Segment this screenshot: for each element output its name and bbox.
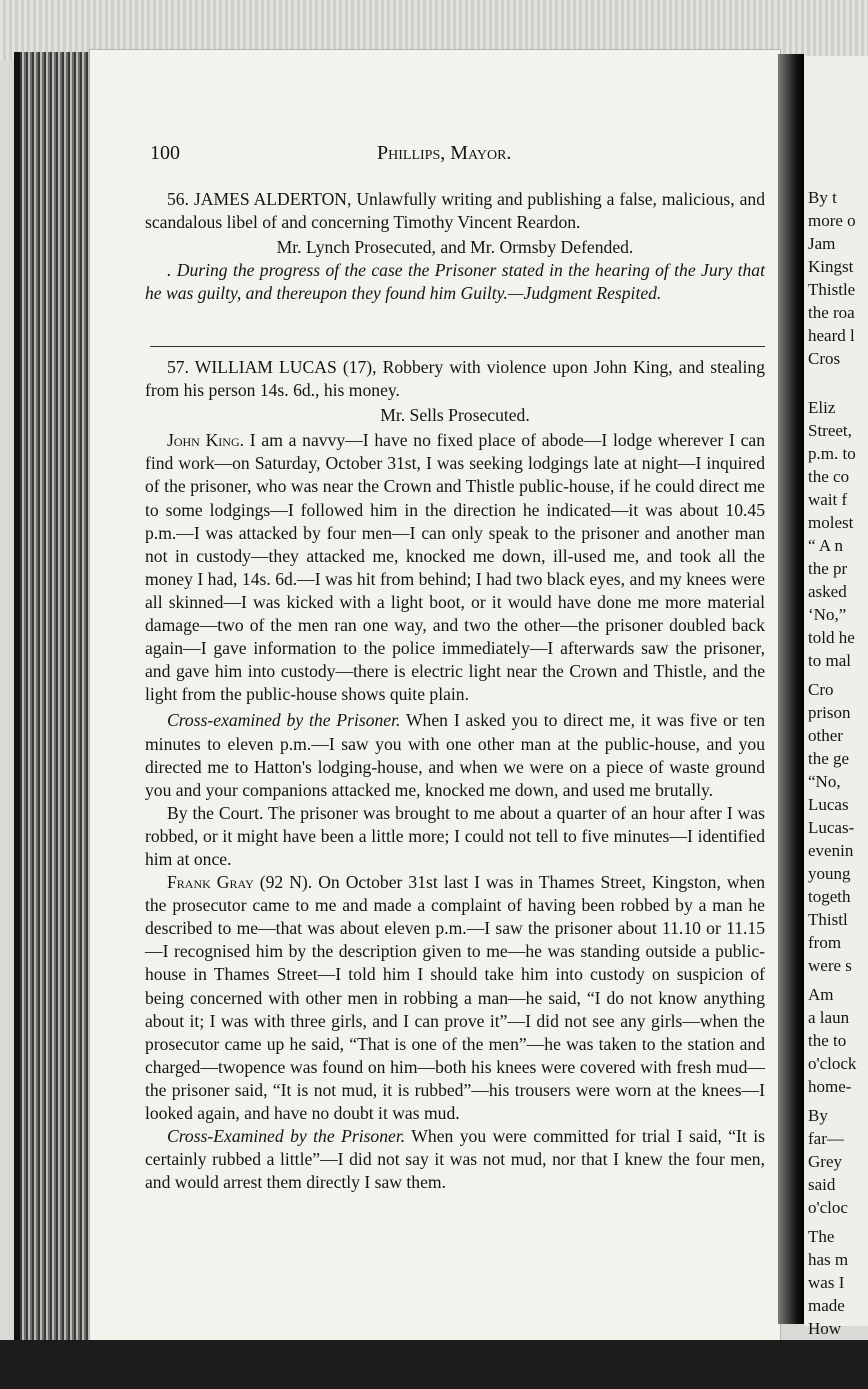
cross-label: Cross-examined by the Prisoner. bbox=[167, 710, 401, 731]
facing-page-fragment: p.m. to bbox=[808, 444, 856, 463]
facing-page-fragment: home- bbox=[808, 1077, 852, 1096]
facing-page-fragment: young bbox=[808, 864, 851, 883]
facing-page-fragment: o'cloc bbox=[808, 1198, 848, 1217]
facing-page-fragment: ‘No,” bbox=[808, 605, 847, 624]
facing-page-fragment: The bbox=[808, 1227, 835, 1246]
facing-page-fragment: Cros bbox=[808, 349, 841, 368]
cross-label: Cross-Examined by the Prisoner. bbox=[167, 1126, 406, 1147]
facing-page-fragment: asked bbox=[808, 582, 847, 601]
case-56 bbox=[145, 188, 765, 305]
testimony: On October 31st last I was in Thames Street, Kingston, when the prosecutor came to me and made a complaint of having been robbed by a man he described to me—that was about eleven p.m.—I saw the prisoner about 11.10 or 11.15—I recognised him by the description given to me—he was standing outside a public-house in Thames Street—I told him I should take him into custody on suspicion of being concerned with other men in robbing a man—he said, “I do not know anything about it; I was with three girls, and I can prove it”—I did not see any girls—when the prosecutor came up he said, “That is one of the men”—he was taken to the station and charged—twopence was found on him—both his knees were covered with fresh mud—the prisoner said, “It is not mud, it is rubbed”—his trousers were worn at the knees—I looked again, and have no doubt it was mud. bbox=[145, 872, 765, 1123]
facing-page-fragment: from bbox=[808, 933, 842, 952]
facing-page-fragment: Thistle bbox=[808, 280, 856, 299]
running-head bbox=[145, 142, 765, 170]
testimony: When you were committed for trial I said, “It is certainly rubbed a little”—I did not say it was not mud, nor that I knew the four men, and would arrest them directly I saw them. bbox=[145, 1126, 765, 1193]
facing-page-fragment: “No, bbox=[808, 772, 841, 791]
facing-page-fragment: the co bbox=[808, 467, 850, 486]
facing-page-fragment: Cro bbox=[808, 680, 834, 699]
facing-page-fragment: togeth bbox=[808, 887, 851, 906]
facing-page-fragment: made bbox=[808, 1296, 845, 1315]
facing-page-fragment: Kingst bbox=[808, 257, 854, 276]
case-57-counsel: Mr. Sells Prosecuted. bbox=[380, 405, 530, 426]
facing-page-fragment: has m bbox=[808, 1250, 849, 1269]
witness-frank-gray bbox=[145, 871, 765, 1125]
facing-page-fragment: Grey bbox=[808, 1152, 842, 1171]
testimony: I am a navvy—I have no fixed place of abode—I lodge wherever I can find work—on Saturday, October 31st, I was seeking lodgings late at night—I inquired of the prisoner, who was near the Crown and Thistle public-house, if he could direct me to some lodgings—I followed him in the direction he indicated—it was about 10.45 p.m.—I was attacked by four men—I can only speak to the prisoner and another man not in custody—they attacked me, knocked me down, ill-used me, and took all the money I had, 14s. 6d.—I was hit from behind; I had two black eyes, and my knees were all skinned—I was kicked with a light boot, or it would have done me more material damage—two of the men ran one way, and two the other—the prisoner doubled back again—I gave information to the police immediately—I afterwards saw the prisoner, and gave him into custody—there is electric light near the Crown and Thistle, and the light from the public-house shows quite plain. bbox=[145, 430, 766, 705]
facing-page-fragment: to mal bbox=[808, 651, 851, 670]
by-the-court bbox=[145, 802, 765, 871]
facing-page-fragment: How bbox=[808, 1319, 842, 1338]
facing-page-fragment: o'clock bbox=[808, 1054, 857, 1073]
facing-page-fragment: far— bbox=[808, 1129, 844, 1148]
facing-page-fragment: Eliz bbox=[808, 398, 836, 417]
page-number: 100 bbox=[150, 142, 180, 164]
facing-page-fragment: the to bbox=[808, 1031, 847, 1050]
facing-page-fragment: Thistl bbox=[808, 910, 848, 929]
cross-examination-2 bbox=[145, 1125, 765, 1194]
facing-page-fragment: the pr bbox=[808, 559, 848, 578]
book-gutter bbox=[778, 54, 804, 1324]
facing-page-fragment: told he bbox=[808, 628, 855, 647]
facing-page-fragment: heard l bbox=[808, 326, 855, 345]
facing-page-fragment: Jam bbox=[808, 234, 836, 253]
facing-page-fragment: Am bbox=[808, 985, 834, 1004]
facing-page-fragment: the roa bbox=[808, 303, 855, 322]
case-56-heading: 56. JAMES ALDERTON, Unlawfully writing and publishing a false, malicious, and scandalous libel of and concerning Timothy Vincent Reardon. bbox=[145, 189, 765, 233]
facing-page-fragment: other bbox=[808, 726, 843, 745]
witness-name: John King. bbox=[167, 430, 245, 451]
facing-page-fragment: were s bbox=[808, 956, 852, 975]
facing-page-fragment: wait f bbox=[808, 490, 848, 509]
witness-name: Frank Gray (92 N). bbox=[167, 872, 313, 893]
court-label: By the Court. bbox=[167, 802, 264, 823]
facing-page-fragment: a laun bbox=[808, 1008, 850, 1027]
running-title: Phillips, Mayor. bbox=[377, 142, 512, 164]
facing-page-fragment: the ge bbox=[808, 749, 850, 768]
cross-examination-1 bbox=[145, 709, 765, 801]
scan-background-bottom bbox=[0, 1340, 868, 1389]
case-57 bbox=[145, 356, 765, 1194]
facing-page-fragment: By bbox=[808, 1106, 828, 1125]
facing-page-fragment: was I bbox=[808, 1273, 845, 1292]
facing-page-fragment: By t bbox=[808, 188, 837, 207]
case-56-verdict: . During the progress of the case the Prisoner stated in the hearing of the Jury that he was guilty, and thereupon they found him Guilty.—Judgment Respited. bbox=[145, 260, 765, 304]
facing-page-fragment: “ A n bbox=[808, 536, 843, 555]
facing-page-fragment: more o bbox=[808, 211, 856, 230]
testimony: When I asked you to direct me, it was five or ten minutes to eleven p.m.—I saw you with one other man at the public-house, and you directed me to Hatton's lodging-house, and when we were on a piece of waste ground you and your companions attacked me, knocked me down, and used me brutally. bbox=[145, 710, 765, 800]
case-56-counsel: Mr. Lynch Prosecuted, and Mr. Ormsby Defended. bbox=[276, 237, 634, 258]
facing-page-fragment: said bbox=[808, 1175, 836, 1194]
facing-page-fragment: Lucas- bbox=[808, 818, 855, 837]
case-divider bbox=[150, 346, 765, 347]
facing-page-fragment: prison bbox=[808, 703, 851, 722]
case-57-heading: 57. WILLIAM LUCAS (17), Robbery with violence upon John King, and stealing from his person 14s. 6d., his money. bbox=[145, 357, 765, 401]
witness-john-king bbox=[145, 429, 765, 706]
facing-page-fragment: Lucas bbox=[808, 795, 849, 814]
testimony: The prisoner was brought to me about a quarter of an hour after I was robbed, or it might have been a little more; I could not tell to five minutes—I identified him at once. bbox=[145, 802, 765, 869]
facing-page-fragment: Street, bbox=[808, 421, 852, 440]
facing-page-fragment: molest bbox=[808, 513, 854, 532]
facing-page bbox=[804, 56, 868, 1338]
facing-page-fragment: evenin bbox=[808, 841, 854, 860]
